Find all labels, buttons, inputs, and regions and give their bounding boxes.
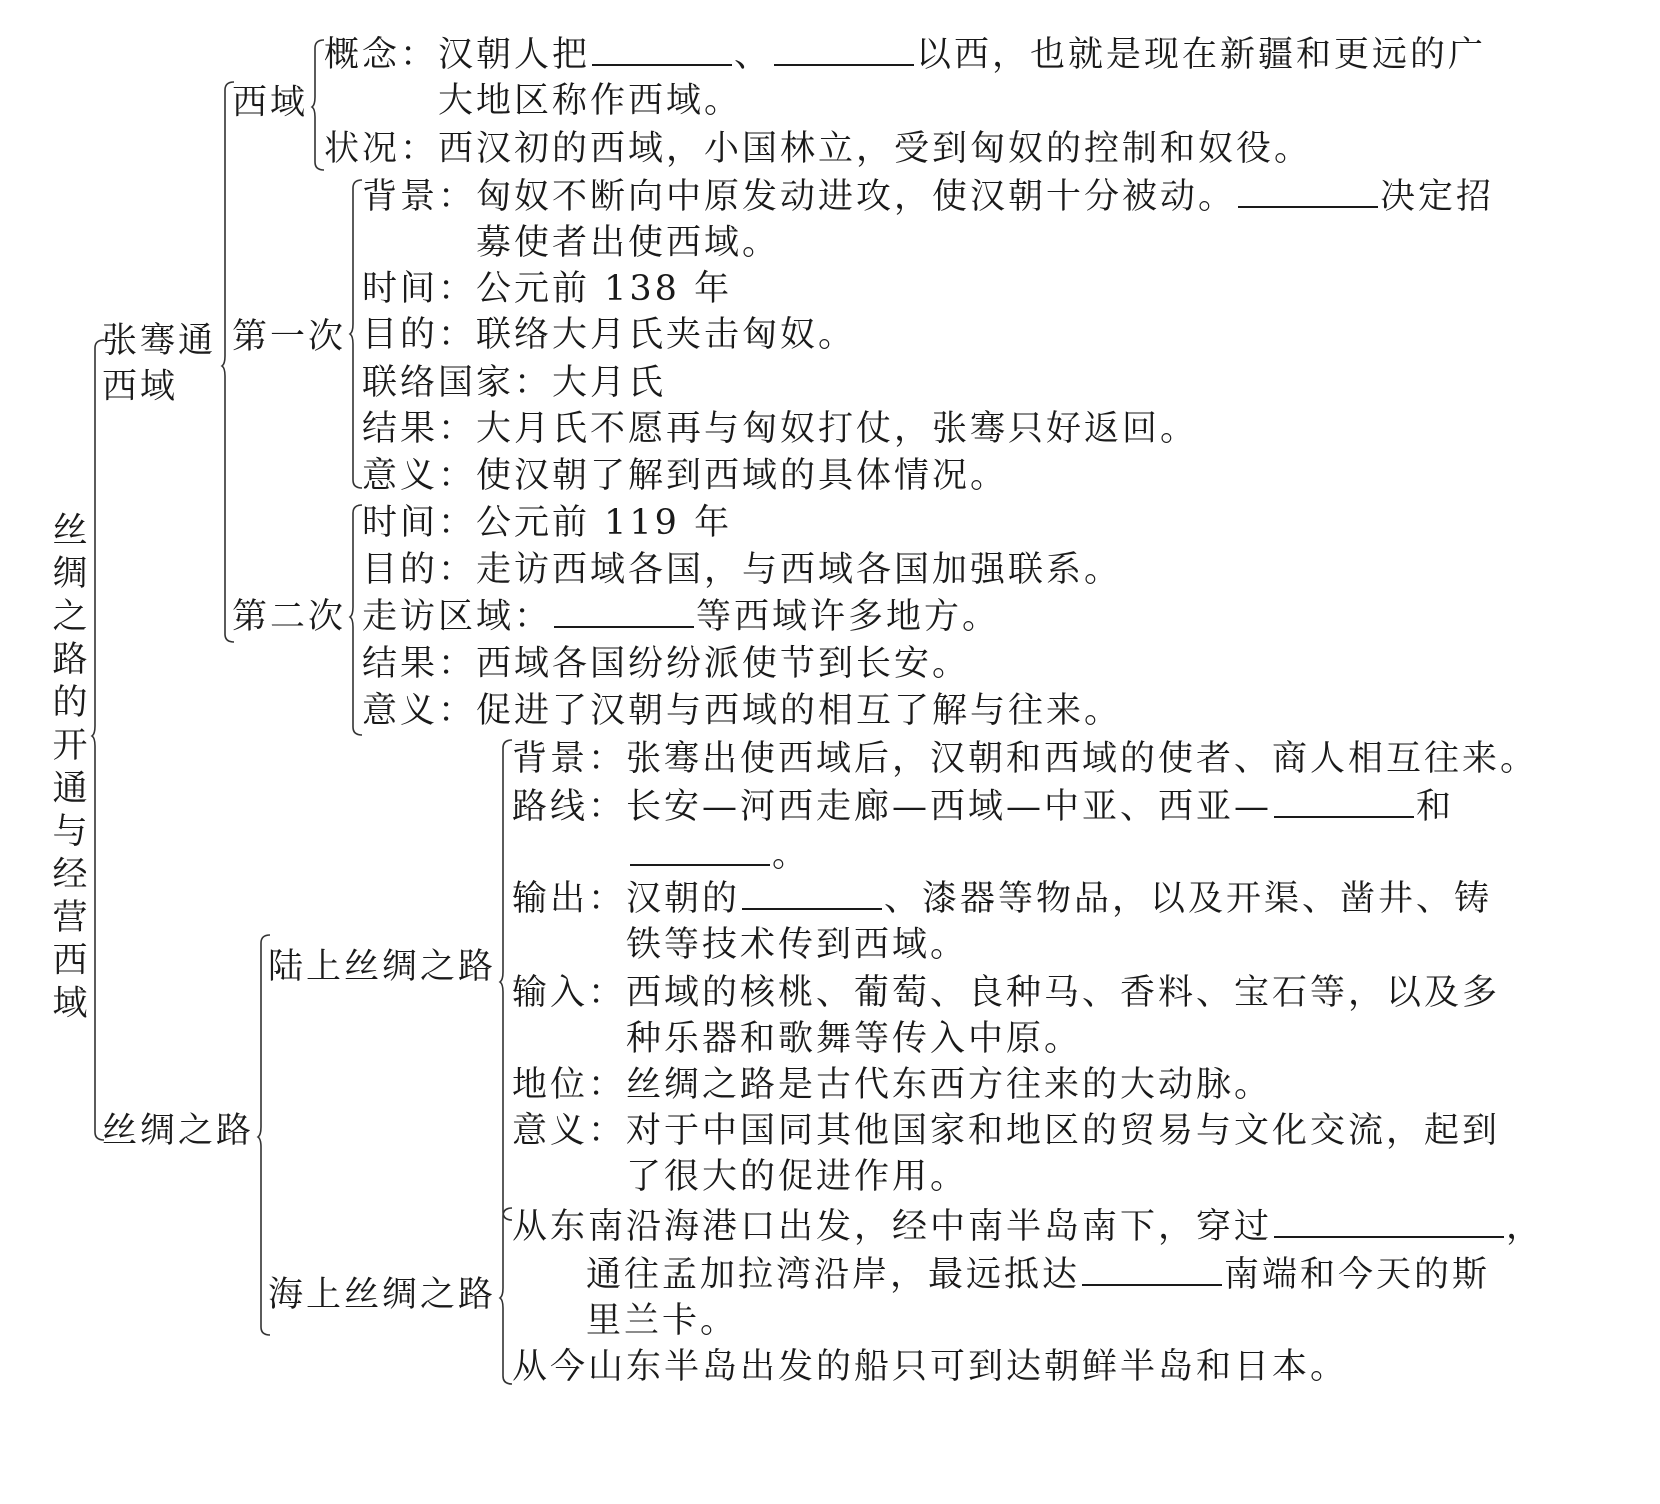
land-input-line1: 输入：西域的核桃、葡萄、良种马、香料、宝石等，以及多 bbox=[512, 973, 1501, 1013]
land-route-line1: 路线：长安—河西走廊—西域—中亚、西亚— 和 bbox=[512, 787, 1455, 827]
sea-route-line3: 里兰卡。 bbox=[586, 1301, 739, 1341]
fill-blank bbox=[742, 878, 882, 910]
first-meaning: 意义：使汉朝了解到西域的具体情况。 bbox=[362, 456, 1009, 496]
sea-route-line1: 从东南沿海港口出发，经中南半岛南下，穿过 ， bbox=[512, 1207, 1545, 1247]
fill-blank bbox=[1274, 1206, 1504, 1238]
land-output-line1: 输出：汉朝的 、漆器等物品，以及开渠、凿井、铸 bbox=[512, 879, 1493, 919]
second-meaning: 意义：促进了汉朝与西域的相互了解与往来。 bbox=[362, 691, 1123, 731]
land-meaning-line1: 意义：对于中国同其他国家和地区的贸易与文化交流，起到 bbox=[512, 1111, 1501, 1151]
land-meaning-line2: 了很大的促进作用。 bbox=[626, 1157, 969, 1197]
silkroad-label: 丝绸之路 bbox=[102, 1111, 255, 1151]
land-status: 地位：丝绸之路是古代东西方往来的大动脉。 bbox=[512, 1065, 1273, 1105]
first-mission-label: 第一次 bbox=[232, 317, 347, 357]
land-silkroad-label: 陆上丝绸之路 bbox=[268, 947, 497, 987]
fill-blank bbox=[630, 834, 770, 866]
second-time: 时间：公元前 119 年 bbox=[362, 503, 733, 543]
zhangqian-label-line2: 西域 bbox=[102, 367, 179, 407]
fill-blank bbox=[1274, 786, 1414, 818]
first-goal: 目的：联络大月氏夹击匈奴。 bbox=[362, 315, 857, 355]
xiyu-status: 状况：西汉初的西域，小国林立，受到匈奴的控制和奴役。 bbox=[324, 129, 1313, 169]
first-background-line1: 背景：匈奴不断向中原发动进攻，使汉朝十分被动。 决定招 bbox=[362, 177, 1495, 217]
second-result: 结果：西域各国纷纷派使节到长安。 bbox=[362, 644, 971, 684]
zhangqian-label-line1: 张骞通 bbox=[102, 321, 217, 361]
fill-blank bbox=[592, 34, 732, 66]
xiyu-label: 西域 bbox=[232, 83, 309, 123]
land-output-line2: 铁等技术传到西域。 bbox=[626, 925, 969, 965]
land-route-line2: 。 bbox=[628, 834, 810, 876]
second-area: 走访区域： 等西域许多地方。 bbox=[362, 597, 1001, 637]
second-mission-label: 第二次 bbox=[232, 597, 347, 637]
xiyu-concept-line2: 大地区称作西域。 bbox=[438, 81, 743, 121]
land-input-line2: 种乐器和歌舞等传入中原。 bbox=[626, 1019, 1083, 1059]
first-country: 联络国家：大月氏 bbox=[362, 363, 667, 403]
fill-blank bbox=[1238, 176, 1378, 208]
fill-blank bbox=[774, 34, 914, 66]
xiyu-concept-line1: 概念：汉朝人把 、 以西，也就是现在新疆和更远的广 bbox=[324, 35, 1487, 75]
sea-route-line2: 通往孟加拉湾沿岸，最远抵达 南端和今天的斯 bbox=[586, 1255, 1491, 1295]
root-title: 丝绸之路的开通与经营西域 bbox=[52, 511, 88, 1024]
brace-zhangqian bbox=[222, 82, 236, 642]
first-time: 时间：公元前 138 年 bbox=[362, 269, 733, 309]
sea-silkroad-label: 海上丝绸之路 bbox=[268, 1275, 497, 1315]
fill-blank bbox=[1082, 1254, 1222, 1286]
sea-route-shandong: 从今山东半岛出发的船只可到达朝鲜半岛和日本。 bbox=[512, 1347, 1349, 1387]
brace-root bbox=[92, 340, 106, 1140]
land-background: 背景：张骞出使西域后，汉朝和西域的使者、商人相互往来。 bbox=[512, 739, 1539, 779]
first-background-line2: 募使者出使西域。 bbox=[476, 223, 781, 263]
second-goal: 目的：走访西域各国，与西域各国加强联系。 bbox=[362, 550, 1123, 590]
first-result: 结果：大月氏不愿再与匈奴打仗，张骞只好返回。 bbox=[362, 409, 1199, 449]
fill-blank bbox=[554, 596, 694, 628]
